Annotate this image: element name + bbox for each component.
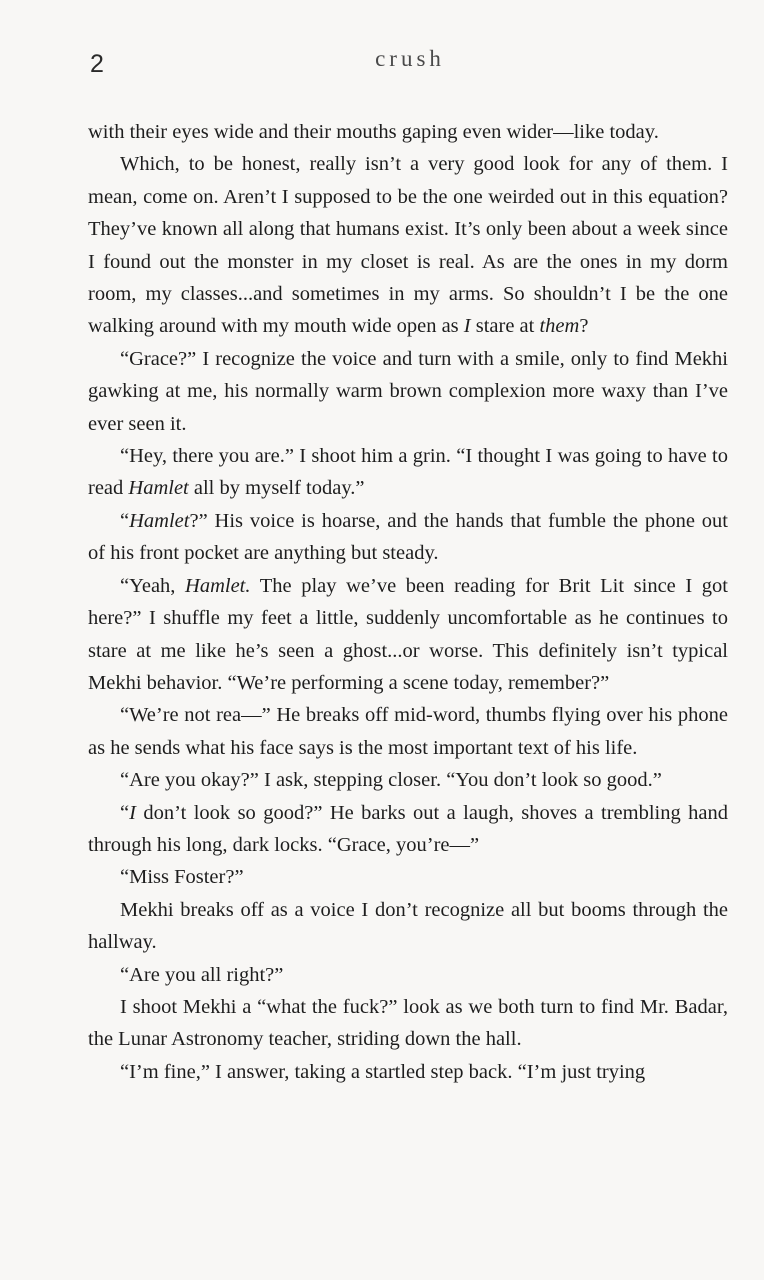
paragraph — [88, 959, 728, 991]
text-run: Mekhi breaks off as a voice I don’t recognize all but booms through the hallway. — [88, 898, 728, 954]
italic-text: Hamlet — [129, 509, 190, 532]
text-run: all by myself today.” — [188, 477, 365, 500]
italic-text: I — [129, 801, 136, 824]
text-run: don’t look so good?” He barks out a laugh, shoves a trembling hand through his long, dark locks. “Grace, you’re—” — [88, 801, 728, 856]
paragraph — [88, 861, 728, 893]
paragraph — [88, 1056, 728, 1088]
running-title: crush — [375, 46, 445, 71]
text-run: “Hey, there you are.” I shoot him a grin. “I thought I was going to have to read — [88, 445, 728, 500]
text-run: “I’m fine,” I answer, taking a startled step back. “I’m just trying — [120, 1060, 646, 1083]
paragraph — [88, 991, 728, 1056]
paragraph — [88, 570, 728, 700]
italic-text: I — [463, 315, 471, 338]
text-run: “Grace?” I recognize the voice and turn with a smile, only to find Mekhi gawking at me, his normally warm brown complexion more waxy than I’ve ever seen it. — [88, 347, 728, 435]
paragraph — [88, 505, 728, 570]
italic-text: Hamlet — [128, 477, 189, 500]
paragraph — [88, 440, 728, 505]
paragraph — [88, 699, 728, 764]
text-run: ? — [579, 315, 589, 338]
paragraph — [88, 116, 728, 148]
text-run: stare at — [470, 315, 540, 338]
text-run: The play we’ve been reading for Brit Lit since I got here?” I shuffle my feet a little, suddenly uncomfortable as he continues to stare at me like he’s seen a ghost...or worse. This definitely isn’t typical Mekhi behavior. “We’re performing a scene today, remember?” — [88, 574, 728, 694]
text-run: ?” His voice is hoarse, and the hands that fumble the phone out of his front pocket are anything but steady. — [88, 509, 728, 565]
text-run: Which, to be honest, really isn’t a very good look for any of them. I mean, come on. Aren’t I supposed to be the one weirded out in this equation? They’ve known all along that humans exist. It’s only been about a week since I found out the monster in my closet is real. As are the ones in my dorm room, my classes...and sometimes in my arms. So shouldn’t I be the one walking around with my mouth wide open as — [88, 153, 728, 338]
text-run: I shoot Mekhi a “what the fuck?” look as we both turn to find Mr. Badar, the Lunar Astronomy teacher, striding down the hall. — [88, 995, 728, 1051]
text-run: “Miss Foster?” — [120, 866, 244, 889]
body-text — [88, 116, 728, 1088]
italic-text: them — [539, 315, 580, 338]
text-run: “Yeah, — [120, 574, 186, 597]
text-run: with their eyes wide and their mouths gaping even wider—like today. — [88, 121, 659, 143]
paragraph — [88, 343, 728, 440]
text-run: “Are you all right?” — [120, 963, 284, 986]
italic-text: Hamlet. — [185, 574, 251, 597]
text-run: “Are you okay?” I ask, stepping closer. “You don’t look so good.” — [120, 769, 662, 792]
paragraph — [88, 894, 728, 959]
page-number: 2 — [90, 50, 104, 78]
text-run: “ — [120, 801, 130, 824]
text-run: “We’re not rea—” He breaks off mid-word, thumbs flying over his phone as he sends what his face says is the most important text of his life. — [88, 704, 728, 759]
text-run: “ — [120, 509, 130, 532]
paragraph — [88, 148, 728, 342]
paragraph — [88, 797, 728, 862]
paragraph — [88, 764, 728, 796]
